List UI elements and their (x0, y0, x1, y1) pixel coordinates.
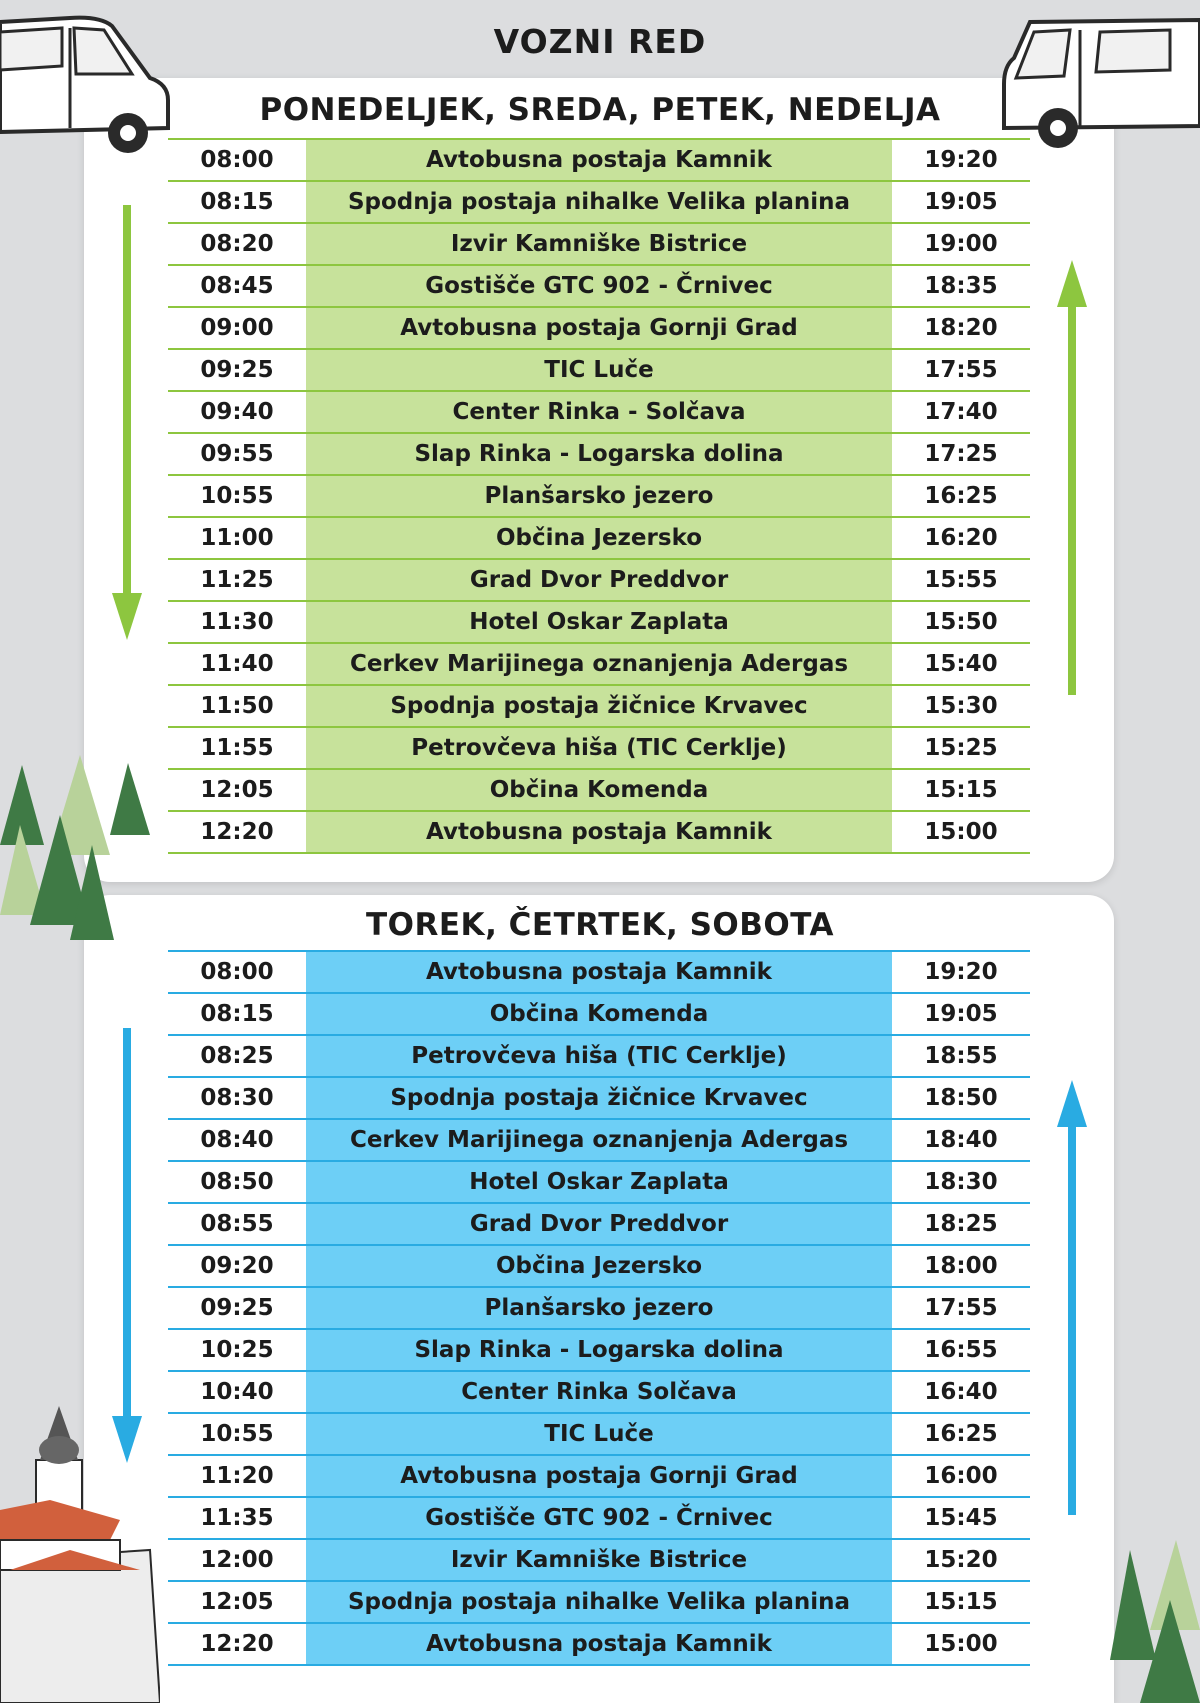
return-time: 17:40 (892, 391, 1030, 433)
return-time: 18:35 (892, 265, 1030, 307)
table-row (168, 475, 1030, 517)
return-time: 15:55 (892, 559, 1030, 601)
stop-name: Avtobusna postaja Gornji Grad (306, 307, 892, 349)
return-time: 19:20 (892, 139, 1030, 181)
table-row (168, 1413, 1030, 1455)
return-time: 18:00 (892, 1245, 1030, 1287)
stop-name: Občina Jezersko (306, 517, 892, 559)
table-row (168, 1497, 1030, 1539)
return-time: 19:00 (892, 223, 1030, 265)
schedule-b-table (168, 950, 1030, 1666)
departure-time: 12:05 (168, 769, 306, 811)
return-time: 16:40 (892, 1371, 1030, 1413)
departure-time: 08:00 (168, 139, 306, 181)
departure-time: 09:25 (168, 349, 306, 391)
return-time: 18:25 (892, 1203, 1030, 1245)
return-time: 15:25 (892, 727, 1030, 769)
stop-name: Cerkev Marijinega oznanjenja Adergas (306, 1119, 892, 1161)
departure-time: 08:20 (168, 223, 306, 265)
stop-name: Občina Jezersko (306, 1245, 892, 1287)
departure-time: 08:15 (168, 181, 306, 223)
arrow-up-icon (1057, 1080, 1087, 1515)
return-time: 18:30 (892, 1161, 1030, 1203)
table-row (168, 1203, 1030, 1245)
stop-name: Petrovčeva hiša (TIC Cerklje) (306, 727, 892, 769)
departure-time: 09:20 (168, 1245, 306, 1287)
return-time: 16:25 (892, 475, 1030, 517)
table-row (168, 265, 1030, 307)
stop-name: Avtobusna postaja Kamnik (306, 139, 892, 181)
table-row (168, 1287, 1030, 1329)
return-time: 18:55 (892, 1035, 1030, 1077)
return-time: 15:00 (892, 811, 1030, 853)
table-row (168, 223, 1030, 265)
stop-name: Slap Rinka - Logarska dolina (306, 1329, 892, 1371)
departure-time: 09:55 (168, 433, 306, 475)
table-row (168, 391, 1030, 433)
departure-time: 11:40 (168, 643, 306, 685)
stop-name: Slap Rinka - Logarska dolina (306, 433, 892, 475)
departure-time: 08:40 (168, 1119, 306, 1161)
departure-time: 08:55 (168, 1203, 306, 1245)
departure-time: 11:35 (168, 1497, 306, 1539)
return-time: 16:55 (892, 1329, 1030, 1371)
table-row (168, 349, 1030, 391)
stop-name: Petrovčeva hiša (TIC Cerklje) (306, 1035, 892, 1077)
stop-name: Cerkev Marijinega oznanjenja Adergas (306, 643, 892, 685)
return-time: 15:00 (892, 1623, 1030, 1665)
departure-time: 12:20 (168, 1623, 306, 1665)
departure-time: 12:05 (168, 1581, 306, 1623)
stop-name: Grad Dvor Preddvor (306, 559, 892, 601)
stop-name: TIC Luče (306, 1413, 892, 1455)
table-row (168, 769, 1030, 811)
arrow-down-icon (112, 1028, 142, 1463)
stop-name: Avtobusna postaja Gornji Grad (306, 1455, 892, 1497)
schedule-a-table (168, 138, 1030, 854)
stop-name: Izvir Kamniške Bistrice (306, 223, 892, 265)
return-time: 15:15 (892, 769, 1030, 811)
table-row (168, 951, 1030, 993)
departure-time: 11:55 (168, 727, 306, 769)
stop-name: Hotel Oskar Zaplata (306, 601, 892, 643)
return-time: 19:20 (892, 951, 1030, 993)
departure-time: 08:00 (168, 951, 306, 993)
table-row (168, 307, 1030, 349)
table-row (168, 685, 1030, 727)
departure-time: 08:15 (168, 993, 306, 1035)
stop-name: Center Rinka - Solčava (306, 391, 892, 433)
departure-time: 08:45 (168, 265, 306, 307)
return-time: 15:15 (892, 1581, 1030, 1623)
stop-name: Hotel Oskar Zaplata (306, 1161, 892, 1203)
return-time: 16:25 (892, 1413, 1030, 1455)
return-time: 18:50 (892, 1077, 1030, 1119)
table-row (168, 1161, 1030, 1203)
departure-time: 10:25 (168, 1329, 306, 1371)
departure-time: 11:50 (168, 685, 306, 727)
table-row (168, 1077, 1030, 1119)
table-row (168, 993, 1030, 1035)
schedule-a-title: PONEDELJEK, SREDA, PETEK, NEDELJA (259, 92, 941, 128)
departure-time: 11:30 (168, 601, 306, 643)
return-time: 15:40 (892, 643, 1030, 685)
table-row (168, 1119, 1030, 1161)
stop-name: Avtobusna postaja Kamnik (306, 811, 892, 853)
table-row (168, 433, 1030, 475)
departure-time: 11:20 (168, 1455, 306, 1497)
return-time: 19:05 (892, 181, 1030, 223)
schedule-b-title: TOREK, ČETRTEK, SOBOTA (366, 907, 834, 943)
table-row (168, 517, 1030, 559)
table-row (168, 559, 1030, 601)
table-row (168, 1455, 1030, 1497)
stop-name: Planšarsko jezero (306, 1287, 892, 1329)
return-time: 15:20 (892, 1539, 1030, 1581)
stop-name: Spodnja postaja nihalke Velika planina (306, 1581, 892, 1623)
return-time: 15:30 (892, 685, 1030, 727)
table-row (168, 139, 1030, 181)
stop-name: TIC Luče (306, 349, 892, 391)
table-row (168, 1035, 1030, 1077)
departure-time: 09:40 (168, 391, 306, 433)
stop-name: Izvir Kamniške Bistrice (306, 1539, 892, 1581)
departure-time: 10:55 (168, 1413, 306, 1455)
departure-time: 09:25 (168, 1287, 306, 1329)
stop-name: Planšarsko jezero (306, 475, 892, 517)
stop-name: Center Rinka Solčava (306, 1371, 892, 1413)
table-row (168, 1581, 1030, 1623)
return-time: 18:40 (892, 1119, 1030, 1161)
table-row (168, 1623, 1030, 1665)
departure-time: 12:00 (168, 1539, 306, 1581)
stop-name: Avtobusna postaja Kamnik (306, 1623, 892, 1665)
departure-time: 08:50 (168, 1161, 306, 1203)
stop-name: Občina Komenda (306, 993, 892, 1035)
departure-time: 09:00 (168, 307, 306, 349)
table-row (168, 181, 1030, 223)
table-row (168, 727, 1030, 769)
return-time: 18:20 (892, 307, 1030, 349)
trees-icon (1110, 1540, 1200, 1703)
stop-name: Spodnja postaja nihalke Velika planina (306, 181, 892, 223)
departure-time: 10:55 (168, 475, 306, 517)
departure-time: 11:25 (168, 559, 306, 601)
return-time: 16:20 (892, 517, 1030, 559)
stop-name: Grad Dvor Preddvor (306, 1203, 892, 1245)
table-row (168, 1371, 1030, 1413)
page-title: VOZNI RED (493, 22, 707, 61)
table-row (168, 811, 1030, 853)
return-time: 15:45 (892, 1497, 1030, 1539)
arrow-up-icon (1057, 260, 1087, 695)
stop-name: Občina Komenda (306, 769, 892, 811)
departure-time: 10:40 (168, 1371, 306, 1413)
table-row (168, 601, 1030, 643)
return-time: 19:05 (892, 993, 1030, 1035)
departure-time: 08:30 (168, 1077, 306, 1119)
stop-name: Avtobusna postaja Kamnik (306, 951, 892, 993)
stop-name: Gostišče GTC 902 - Črnivec (306, 265, 892, 307)
departure-time: 08:25 (168, 1035, 306, 1077)
table-row (168, 1245, 1030, 1287)
stop-name: Spodnja postaja žičnice Krvavec (306, 1077, 892, 1119)
stop-name: Gostišče GTC 902 - Črnivec (306, 1497, 892, 1539)
return-time: 17:25 (892, 433, 1030, 475)
arrow-down-icon (112, 205, 142, 640)
table-row (168, 643, 1030, 685)
departure-time: 12:20 (168, 811, 306, 853)
table-row (168, 1329, 1030, 1371)
table-row (168, 1539, 1030, 1581)
stop-name: Spodnja postaja žičnice Krvavec (306, 685, 892, 727)
return-time: 15:50 (892, 601, 1030, 643)
return-time: 17:55 (892, 1287, 1030, 1329)
departure-time: 11:00 (168, 517, 306, 559)
return-time: 16:00 (892, 1455, 1030, 1497)
return-time: 17:55 (892, 349, 1030, 391)
